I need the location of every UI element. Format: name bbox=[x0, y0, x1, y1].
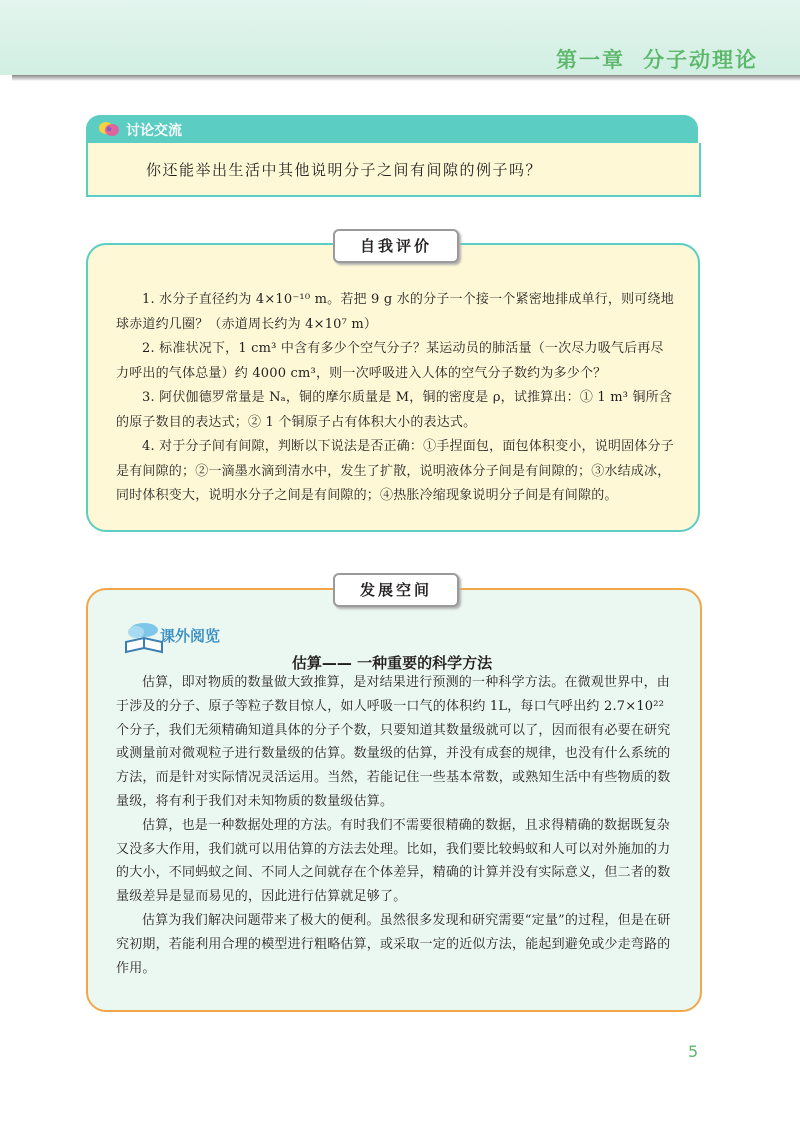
exercise-item: 3. 阿伏伽德罗常量是 Nₐ，铜的摩尔质量是 M，铜的密度是 ρ，试推算出：① 1 m³ 铜所含的原子数目的表达式；② 1 个铜原子占有体积大小的表达式。 bbox=[116, 390, 673, 430]
article-body bbox=[116, 671, 676, 980]
article-title: 估算—— 一种重要的科学方法 bbox=[291, 654, 493, 672]
reading-label: 课外阅览 bbox=[160, 627, 221, 645]
development-title: 发展空间 bbox=[333, 573, 459, 607]
article-paragraph: 估算，也是一种数据处理的方法。有时我们不需要很精确的数据，且求得精确的数据既复杂又没多大作用，我们就可以用估算的方法去处理。比如，我们要比较蚂蚁和人可以对外施加的力的大小，不同蚂蚁之间、不同人之间就存在个体差异，精确的计算并没有实际意义，但二者的数量级差异是显而易见的，因此进行估算就足够了。 bbox=[116, 817, 671, 905]
self-evaluation-list bbox=[116, 288, 676, 509]
chapter-heading bbox=[556, 44, 758, 74]
discussion-question: 你还能举出生活中其他说明分子之间有间隙的例子吗？ bbox=[146, 161, 543, 179]
chapter-title: 分子动理论 bbox=[643, 48, 758, 72]
header-shadow bbox=[12, 75, 800, 81]
discussion-box bbox=[86, 143, 701, 197]
self-evaluation-title: 自我评价 bbox=[333, 229, 459, 263]
article-paragraph: 估算为我们解决问题带来了极大的便利。虽然很多发现和研究需要“定量”的过程，但是在研究初期，若能利用合理的模型进行粗略估算，或采取一定的近似方法，能起到避免或少走弯路的作用。 bbox=[116, 912, 671, 976]
exercise-item: 2. 标准状况下，1 cm³ 中含有多少个空气分子？某运动员的肺活量（一次尽力吸气后再尽力呼出的气体总量）约 4000 cm³，则一次呼吸进入人体的空气分子数约为多少个？ bbox=[116, 341, 664, 381]
chapter-number: 第一章 bbox=[556, 48, 625, 72]
page-number: 5 bbox=[688, 1042, 699, 1061]
discussion-header bbox=[86, 115, 698, 143]
exercise-item: 4. 对于分子间有间隙，判断以下说法是否正确：①手捏面包，面包体积变小，说明固体分子是有间隙的；②一滴墨水滴到清水中，发生了扩散，说明液体分子间是有间隙的；③水结成冰，同时体积变大，说明水分子之间是有间隙的；④热胀冷缩现象说明分子间是有间隙的。 bbox=[116, 439, 674, 503]
exercise-item: 1. 水分子直径约为 4×10⁻¹⁰ m。若把 9 g 水的分子一个接一个紧密地排成单行，则可绕地球赤道约几圈？（赤道周长约为 4×10⁷ m） bbox=[116, 292, 674, 332]
discussion-bubble-icon bbox=[98, 120, 120, 138]
article-paragraph: 估算，即对物质的数量做大致推算，是对结果进行预测的一种科学方法。在微观世界中，由于涉及的分子、原子等粒子数目惊人，如人呼吸一口气的体积约 1L，每口气呼出约 2.7×10²² 个分子，我们无须精确知道具体的分子个数，只要知道其数量级就可以了，因而很有必要在研究或测量前对微观粒子进行数量级的估算。数量级的估算，并没有成套的规律，也没有什么系统的方法，而是针对实际情况灵活运用。当然，若能记住一些基本常数，或熟知生活中有些物质的数量级，将有利于我们对未知物质的数量级估算。 bbox=[116, 675, 671, 809]
discussion-title: 讨论交流 bbox=[126, 123, 182, 139]
